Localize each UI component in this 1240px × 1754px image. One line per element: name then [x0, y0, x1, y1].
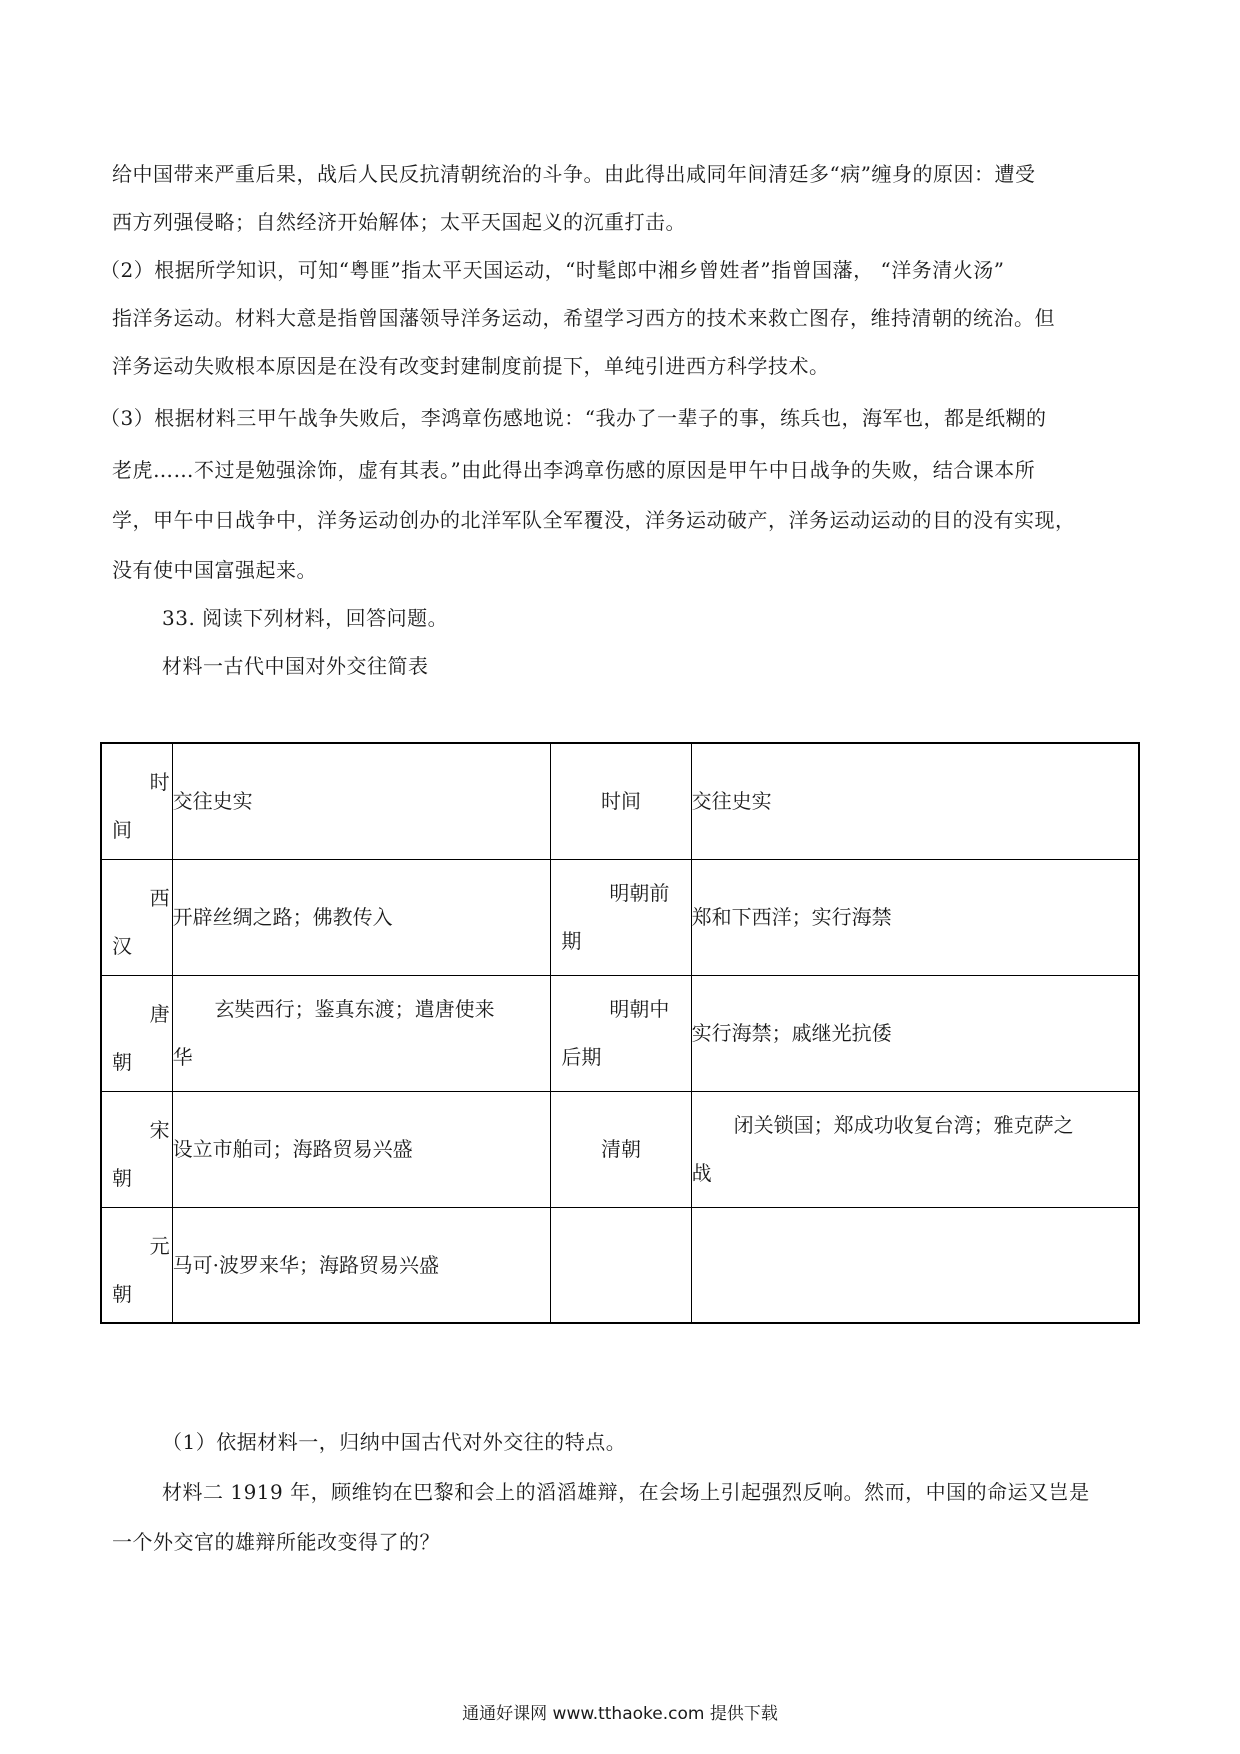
- paragraph-line: 没有使中国富强起来。: [112, 558, 317, 582]
- fact2-cell: 实行海禁；戚继光抗倭: [691, 975, 1139, 1091]
- material-two-line: 一个外交官的雄辩所能改变得了的？: [112, 1530, 440, 1554]
- paragraph-line: 给中国带来严重后果，战后人民反抗清朝统治的斗争。由此得出咸同年间清廷多“病”缠身的原因：遭受: [112, 162, 1036, 186]
- era2-cell: 明朝前 期: [551, 859, 691, 975]
- table-header-row: [101, 743, 1139, 859]
- paragraph-line: （3）根据材料三甲午战争失败后，李鸿章伤感地说：“我办了一辈子的事，练兵也，海军也，都是纸糊的: [100, 406, 1047, 430]
- fact-cell: 设立市舶司；海路贸易兴盛: [172, 1091, 551, 1207]
- fact2-cell: [691, 1207, 1139, 1323]
- era-cell: 宋 朝: [101, 1091, 172, 1207]
- era-cell: 西 汉: [101, 859, 172, 975]
- paragraph-line: 学，甲午中日战争中，洋务运动创办的北洋军队全军覆没，洋务运动破产，洋务运动运动的目的没有实现，: [112, 508, 1076, 532]
- table-row: [101, 859, 1139, 975]
- paragraph-line: 西方列强侵略；自然经济开始解体；太平天国起义的沉重打击。: [112, 210, 686, 234]
- page-footer: 通通好课网 www.tthaoke.com 提供下载: [462, 1704, 778, 1724]
- material-one-title: 材料一古代中国对外交往简表: [162, 654, 429, 678]
- era2-cell: 清朝: [551, 1091, 691, 1207]
- era-cell: 元 朝: [101, 1207, 172, 1323]
- header-facts-cell: 交往史实: [172, 743, 551, 859]
- fact2-cell: 郑和下西洋；实行海禁: [691, 859, 1139, 975]
- material-two-line: 材料二 1919 年，顾维钧在巴黎和会上的滔滔雄辩，在会场上引起强烈反响。然而，中国的命运又岂是: [162, 1480, 1090, 1504]
- table-row: [101, 1207, 1139, 1323]
- era2-cell: [551, 1207, 691, 1323]
- paragraph-line: 指洋务运动。材料大意是指曾国藩领导洋务运动，希望学习西方的技术来救亡图存，维持清朝的统治。但: [112, 306, 1055, 330]
- table-row: [101, 975, 1139, 1091]
- header-time-cell: 时 间: [101, 743, 172, 859]
- fact-cell: 开辟丝绸之路；佛教传入: [172, 859, 551, 975]
- exchange-table: [100, 742, 1140, 1324]
- fact2-cell: 闭关锁国；郑成功收复台湾；雅克萨之 战: [691, 1091, 1139, 1207]
- era-cell: 唐 朝: [101, 975, 172, 1091]
- header-time2-cell: 时间: [551, 743, 691, 859]
- question-title: 33. 阅读下列材料，回答问题。: [162, 606, 449, 630]
- question-one: （1）依据材料一，归纳中国古代对外交往的特点。: [162, 1430, 627, 1454]
- fact-cell: 马可·波罗来华；海路贸易兴盛: [172, 1207, 551, 1323]
- era2-cell: 明朝中 后期: [551, 975, 691, 1091]
- paragraph-line: （2）根据所学知识，可知“粤匪”指太平天国运动，“时髦郎中湘乡曾姓者”指曾国藩， “洋务清火汤”: [100, 258, 1005, 282]
- table-row: [101, 1091, 1139, 1207]
- fact-cell: 玄奘西行；鉴真东渡；遣唐使来 华: [172, 975, 551, 1091]
- paragraph-line: 洋务运动失败根本原因是在没有改变封建制度前提下，单纯引进西方科学技术。: [112, 354, 830, 378]
- header-facts2-cell: 交往史实: [691, 743, 1139, 859]
- paragraph-line: 老虎……不过是勉强涂饰，虚有其表。”由此得出李鸿章伤感的原因是甲午中日战争的失败，结合课本所: [112, 458, 1036, 482]
